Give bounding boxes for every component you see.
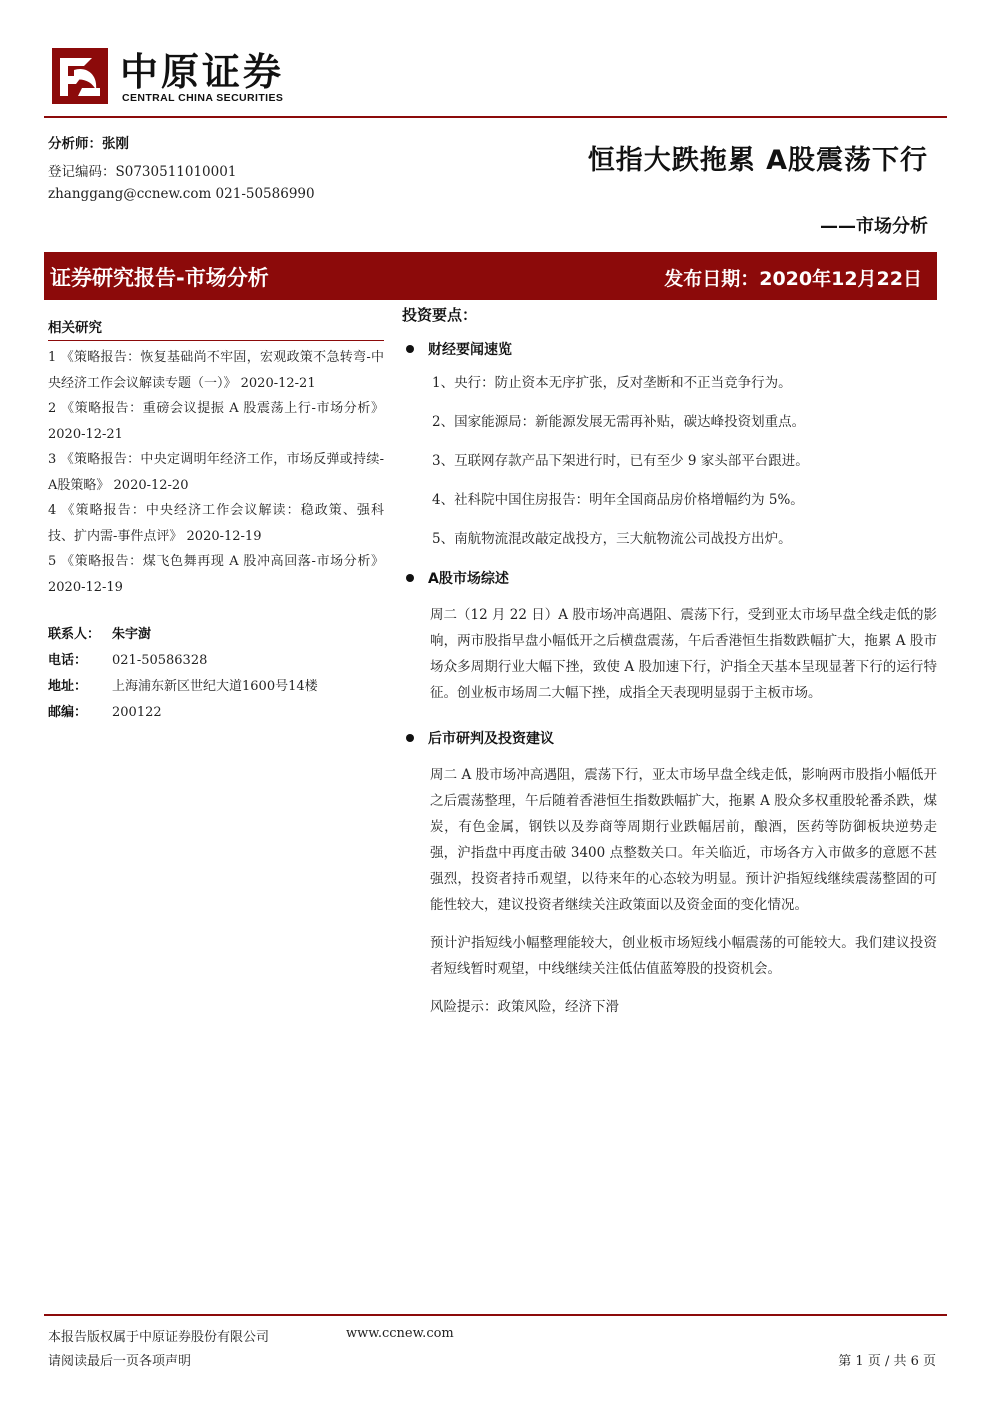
footer-divider [44, 1314, 947, 1316]
copyright-notice: 本报告版权属于中原证券股份有限公司 [48, 1330, 270, 1345]
phone-row [48, 648, 384, 674]
market-summary-paragraph: 周二（12 月 22 日）A 股市场冲高遇阻、震荡下行，受到亚太市场早盘全线走低的影响，两市股指早盘小幅低开之后横盘震荡，午后香港恒生指数跌幅扩大，拖累 A 股市场众多周期行业大幅下挫，致使 A 股加速下行，沪指全天基本呈现显著下行的运行特征。创业板市场周二大幅下挫，成指全天表现明显弱于主板市场。 [430, 607, 937, 701]
related-item: 2 《策略报告：重磅会议提振 A 股震荡上行-市场分析》 2020-12-21 [48, 401, 384, 442]
bullet-icon [406, 345, 414, 353]
analyst-contact: zhanggang@ccnew.com 021-50586990 [48, 186, 315, 202]
phone-value: 021-50586328 [112, 653, 208, 668]
news-item: 3、互联网存款产品下架进行时，已有至少 9 家头部平台跟进。 [432, 453, 809, 469]
related-item: 3 《策略报告：中央定调明年经济工作，市场反弹或持续-A股策略》 2020-12-20 [48, 452, 384, 493]
investment-points-heading: 投资要点： [402, 306, 478, 324]
contact-person-name: 朱宇澍 [112, 627, 152, 642]
postcode-label: 邮编： [48, 705, 88, 720]
report-title: 恒指大跌拖累 A股震荡下行 [587, 145, 928, 176]
risk-note: 风险提示：政策风险，经济下滑 [430, 999, 619, 1015]
outlook-paragraph: 周二 A 股市场冲高遇阻，震荡下行，亚太市场早盘全线走低，影响两市股指小幅低开之后震荡整理，午后随着香港恒生指数跌幅扩大，拖累 A 股众多权重股轮番杀跌，煤炭，有色金属，钢铁以及券商等周期行业跌幅居前，酿酒，医药等防御板块逆势走强，沪指盘中再度击破 3400 点整数关口。年关临近，市场各方入市做多的意愿不甚强烈，投资者持币观望，以待来年的心态较为明显。预计沪指短线继续震荡整固的可能性较大，建议投资者继续关注政策面以及资金面的变化情况。 [430, 767, 937, 913]
address-value: 上海浦东新区世纪大道1600号14楼 [112, 679, 318, 694]
publish-date: 发布日期：2020年12月22日 [664, 268, 922, 290]
outlook-section-header [406, 728, 937, 748]
related-item: 5 《策略报告：煤飞色舞再现 A 股冲高回落-市场分析》 2020-12-19 [48, 554, 384, 595]
news-item: 4、社科院中国住房报告：明年全国商品房价格增幅约为 5%。 [432, 492, 804, 508]
related-item: 4 《策略报告：中央经济工作会议解读：稳政策、强科技、扩内需-事件点评》 2020-12-19 [48, 503, 384, 544]
postcode-value: 200122 [112, 705, 162, 720]
contact-block [48, 622, 384, 726]
news-section-header [406, 339, 937, 359]
main-content [402, 304, 937, 1032]
outlook-section-title: 后市研判及投资建议 [428, 731, 554, 747]
related-divider [48, 340, 384, 341]
company-logo-icon [52, 48, 108, 104]
news-item: 2、国家能源局：新能源发展无需再补贴，碳达峰投资划重点。 [432, 414, 806, 430]
contact-person-row [48, 622, 384, 648]
news-item: 1、央行：防止资本无序扩张，反对垄断和不正当竞争行为。 [432, 375, 792, 391]
analyst-name: 分析师：张刚 [48, 136, 129, 152]
news-section-title: 财经要闻速览 [428, 342, 512, 358]
bullet-icon [406, 734, 414, 742]
bullet-icon [406, 574, 414, 582]
logo-chinese-name: 中原证券 [120, 50, 285, 94]
market-section-header [406, 568, 937, 588]
outlook-paragraph: 预计沪指短线小幅整理能较大，创业板市场短线小幅震荡的可能较大。我们建议投资者短线暂时观望，中线继续关注低估值蓝筹股的投资机会。 [430, 935, 937, 977]
page-number: 第 1 页 / 共 6 页 [838, 1354, 936, 1369]
contact-person-label: 联系人： [48, 627, 101, 642]
address-label: 地址： [48, 679, 88, 694]
postcode-row [48, 700, 384, 726]
phone-label: 电话： [48, 653, 88, 668]
market-section-title: A股市场综述 [428, 571, 509, 587]
related-research-title: 相关研究 [48, 320, 102, 336]
address-row [48, 674, 384, 700]
logo-english-name: CENTRAL CHINA SECURITIES [122, 92, 284, 104]
website-link[interactable]: www.ccnew.com [346, 1326, 454, 1341]
news-item: 5、南航物流混改敲定战投方，三大航物流公司战投方出炉。 [432, 531, 792, 547]
header-divider [44, 116, 947, 118]
registration-code: 登记编码：S0730511010001 [48, 164, 237, 180]
disclaimer-notice: 请阅读最后一页各项声明 [48, 1354, 192, 1369]
report-subtitle: ——市场分析 [820, 216, 928, 237]
related-item: 1 《策略报告：恢复基础尚不牢固，宏观政策不急转弯-中央经济工作会议解读专题（一）》 2020-12-21 [48, 350, 384, 391]
sidebar [48, 316, 384, 726]
report-category: 证券研究报告-市场分析 [50, 266, 269, 290]
